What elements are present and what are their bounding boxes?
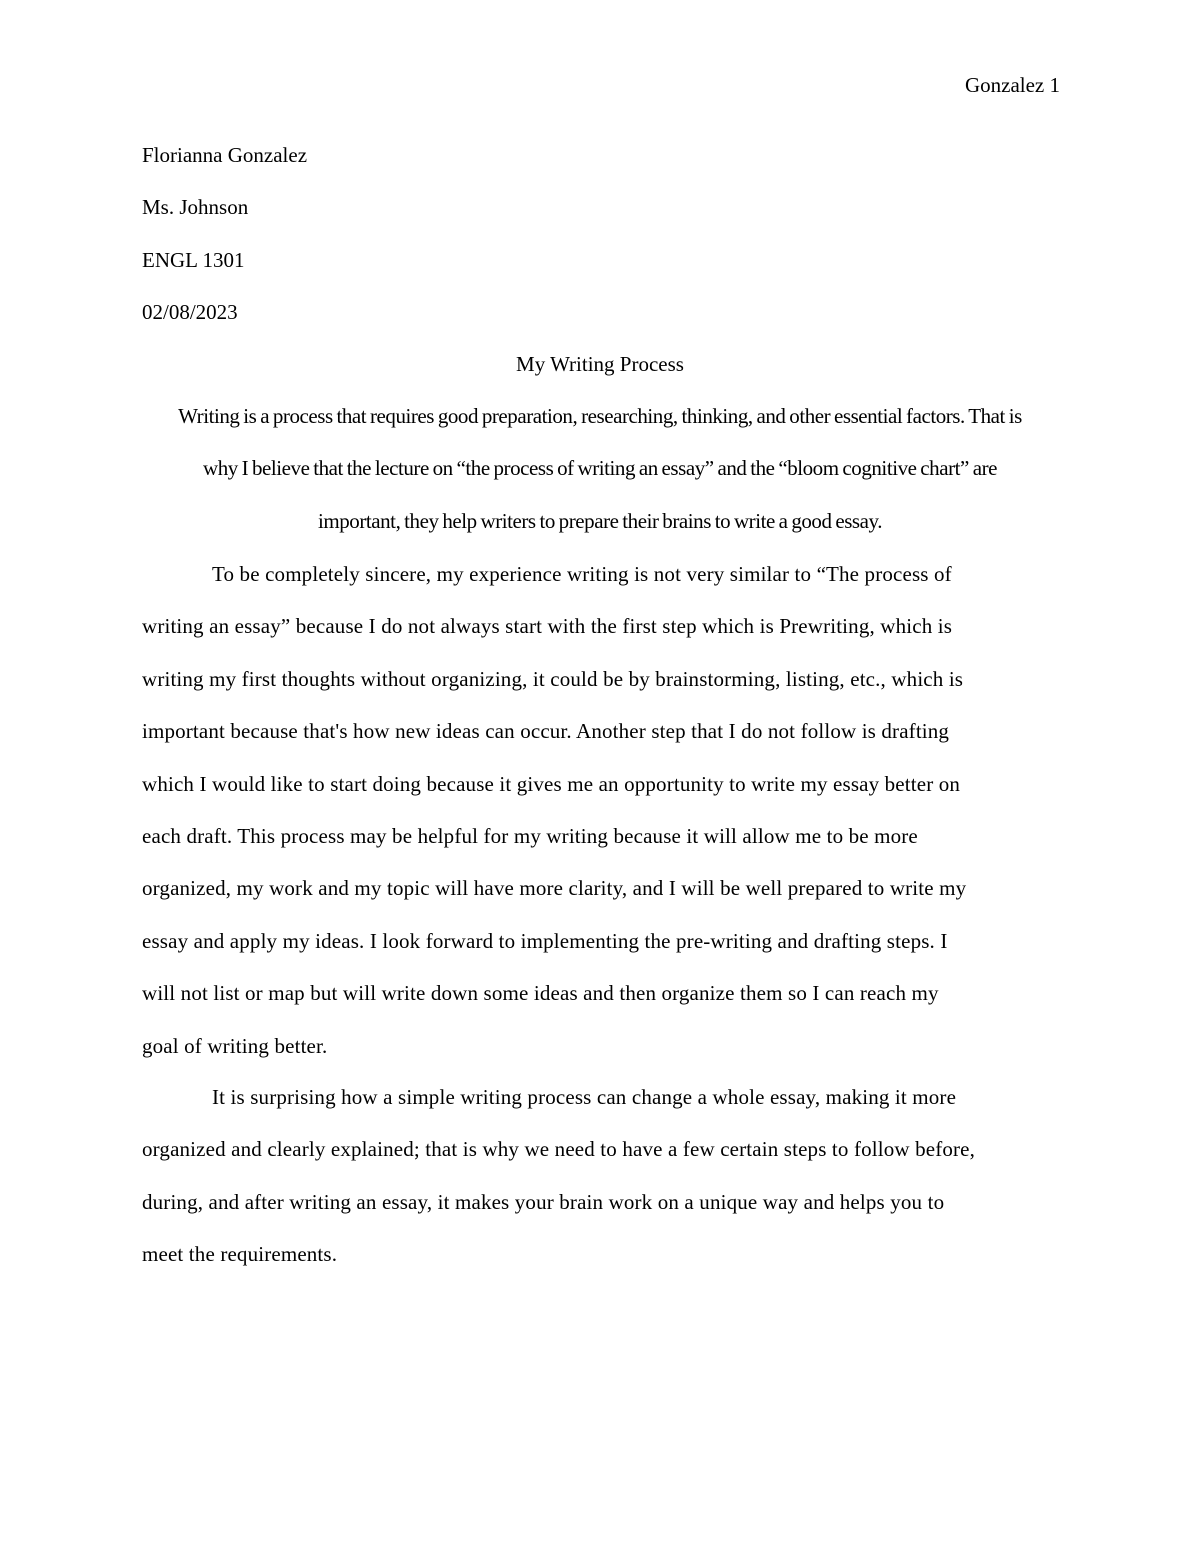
- paragraph-line: meet the requirements.: [142, 1242, 338, 1267]
- paragraph-line: Writing is a process that requires good preparation, researching, thinking, and other essential factors. That is: [178, 404, 1022, 428]
- paragraph-line: during, and after writing an essay, it makes your brain work on a unique way and helps you to: [142, 1189, 945, 1214]
- running-head: Gonzalez 1: [964, 73, 1060, 97]
- course-name: ENGL 1301: [142, 247, 245, 272]
- paragraph-line: which I would like to start doing because it gives me an opportunity to write my essay better on: [142, 771, 961, 796]
- paragraph-line: important, they help writers to prepare their brains to write a good essay.: [317, 508, 883, 533]
- paragraph-line: writing an essay” because I do not always start with the first step which is Prewriting, which is: [142, 614, 953, 639]
- essay-date: 02/08/2023: [142, 300, 238, 325]
- paragraph-line: writing my first thoughts without organizing, it could be by brainstorming, listing, etc., which is: [142, 666, 964, 691]
- paragraph-line: goal of writing better.: [142, 1033, 328, 1058]
- paragraph-line: organized and clearly explained; that is why we need to have a few certain steps to follow before,: [142, 1137, 976, 1162]
- mla-heading: [142, 142, 307, 352]
- essay-title: My Writing Process: [516, 352, 684, 376]
- paragraph-line: why I believe that the lecture on “the process of writing an essay” and the “bloom cognitive chart” are: [203, 456, 997, 481]
- paragraph-line: essay and apply my ideas. I look forward to implementing the pre-writing and drafting steps. I: [142, 928, 948, 953]
- body-paragraph: [142, 561, 966, 1085]
- instructor-name: Ms. Johnson: [142, 195, 249, 220]
- paragraph-line: To be completely sincere, my experience writing is not very similar to “The process of: [212, 562, 952, 586]
- paragraph-line: will not list or map but will write down some ideas and then organize them so I can reach my: [142, 981, 939, 1006]
- paragraph-line: organized, my work and my topic will have more clarity, and I will be well prepared to write my: [142, 876, 967, 901]
- paragraph-line: It is surprising how a simple writing process can change a whole essay, making it more: [212, 1085, 957, 1109]
- body-paragraph: [142, 1084, 975, 1294]
- paragraph-line: each draft. This process may be helpful for my writing because it will allow me to be more: [142, 823, 918, 848]
- intro-paragraph: [120, 403, 1080, 560]
- paragraph-line: important because that's how new ideas can occur. Another step that I do not follow is drafting: [142, 719, 950, 744]
- student-name: Florianna Gonzalez: [142, 143, 308, 167]
